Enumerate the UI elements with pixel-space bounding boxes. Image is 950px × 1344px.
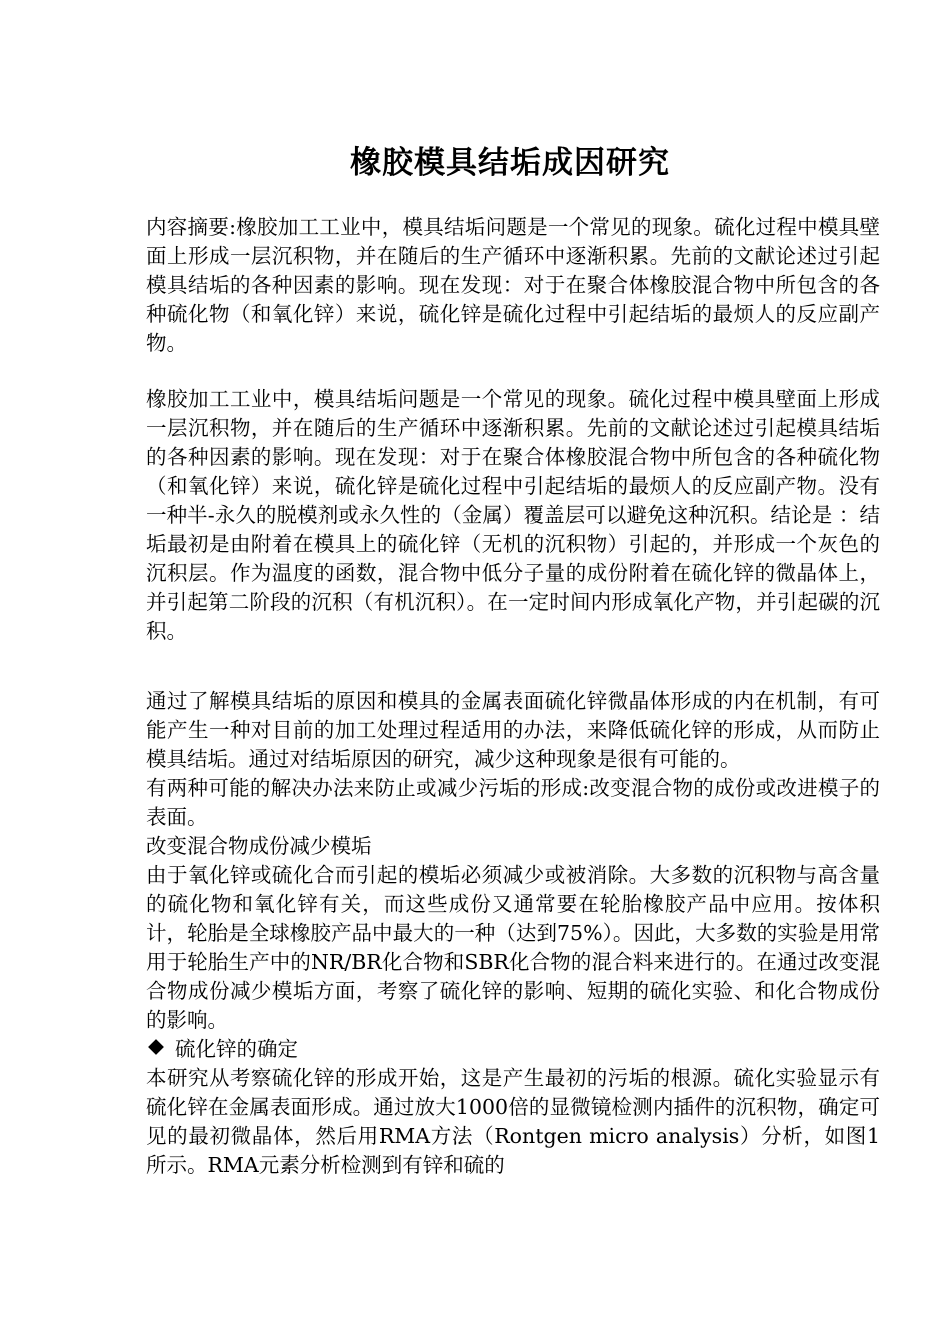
body-paragraph: 通过了解模具结垢的原因和模具的金属表面硫化锌微晶体形成的内在机制，有可能产生一种对目前的加工处理过程适用的办法，来降低硫化锌的形成，从而防止模具结垢。通过对结垢原因的研究，减少这种现象是很有可能的。 — [146, 689, 880, 771]
body-paragraph: 有两种可能的解决办法来防止或减少污垢的形成:改变混合物的成份或改进模子的表面。 — [146, 776, 880, 829]
body-paragraph: 橡胶加工工业中，模具结垢问题是一个常见的现象。硫化过程中模具壁面上形成一层沉积物，并在随后的生产循环中逐渐积累。先前的文献论述过引起模具结垢的各种因素的影响。现在发现：对于在聚合体橡胶混合物中所包含的各种硫化物（和氧化锌）来说，硫化锌是硫化过程中引起结垢的最烦人的反应副产物。没有一种半-永久的脱模剂或永久性的（金属）覆盖层可以避免这种沉积。结论是 ：结垢最初是由附着在模具上的硫化锌（无机的沉积物）引起的，并形成一个灰色的沉积层。作为温度的函数，混合物中低分子量的成份附着在硫化锌的微晶体上，并引起第二阶段的沉积（有机沉积）。在一定时间内形成氧化产物，并引起碳的沉积。 — [146, 387, 880, 643]
section-subheading: 改变混合物成份减少模垢 — [146, 834, 372, 858]
black-diamond-icon — [148, 1039, 164, 1055]
abstract-paragraph: 内容摘要:橡胶加工工业中，模具结垢问题是一个常见的现象。硫化过程中模具壁面上形成一层沉积物，并在随后的生产循环中逐渐积累。先前的文献论述过引起模具结垢的各种因素的影响。现在发现：对于在聚合体橡胶混合物中所包含的各种硫化物（和氧化锌）来说，硫化锌是硫化过程中引起结垢的最烦人的反应副产物。 — [146, 215, 880, 355]
bullet-heading-text: 硫化锌的确定 — [175, 1037, 298, 1061]
document-body — [146, 213, 880, 1180]
paragraph-spacer — [146, 646, 880, 687]
body-paragraph: 由于氧化锌或硫化合而引起的模垢必须减少或被消除。大多数的沉积物与高含量的硫化物和氧化锌有关，而这些成份又通常要在轮胎橡胶产品中应用。按体积计，轮胎是全球橡胶产品中最大的一种（达到75%）。因此，大多数的实验是用常用于轮胎生产中的NR/BR化合物和SBR化合物的混合料来进行的。在通过改变混合物成份减少模垢方面，考察了硫化锌的影响、短期的硫化实验、和化合物成份的影响。 — [146, 863, 880, 1032]
bullet-heading — [146, 1035, 880, 1064]
paragraph-spacer — [146, 358, 880, 385]
document-title: 橡胶模具结垢成因研究 — [350, 145, 670, 181]
body-paragraph: 本研究从考察硫化锌的形成开始，这是产生最初的污垢的根源。硫化实验显示有硫化锌在金属表面形成。通过放大1000倍的显微镜检测内插件的沉积物，确定可见的最初微晶体，然后用RMA方法（Rontgen micro analysis）分析，如图1所示。RMA元素分析检测到有锌和硫的 — [146, 1066, 880, 1177]
